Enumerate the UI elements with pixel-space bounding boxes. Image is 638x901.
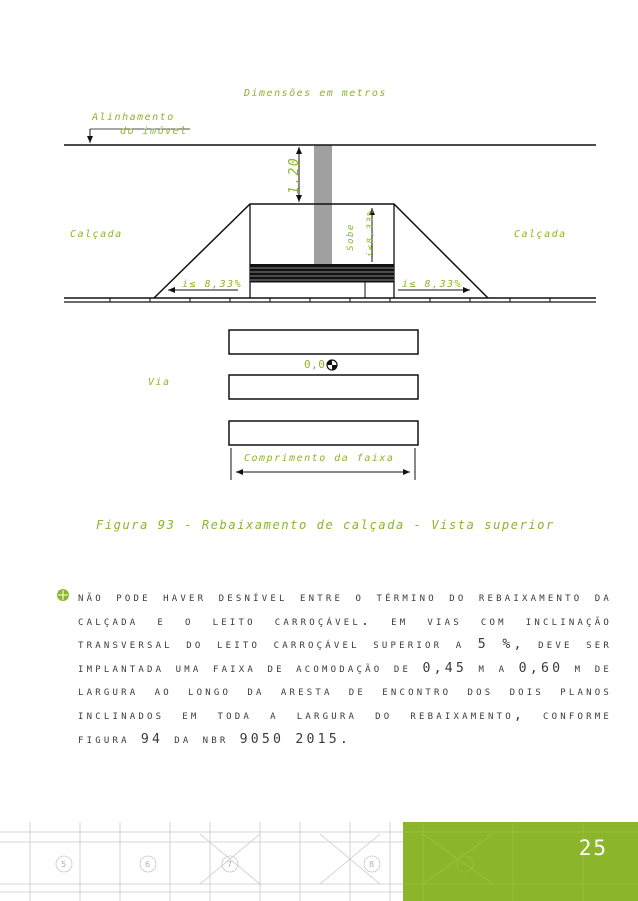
- body-paragraph: não pode haver desnível entre o término do rebaixamento da calçada e o leito carroçável. em vias com inclinação transversal do leito carroçável superior a 5 %, deve ser implantada uma faixa de acomodação de 0,45 m a 0,60 m de largura ao longo da aresta de encontro dos dois planos inclinados em toda a largura do rebaixamento, conforme figura 94 da nbr 9050 2015.: [78, 590, 612, 747]
- crosswalk-length-label: Comprimento da faixa: [244, 453, 395, 464]
- dimensions-note: Dimensões em metros: [244, 88, 387, 99]
- svg-text:5: 5: [61, 860, 67, 869]
- svg-text:6: 6: [145, 860, 151, 869]
- page-number: 25: [578, 836, 608, 860]
- bullet-icon: [56, 588, 70, 602]
- page-number-box-pattern: [403, 822, 638, 901]
- slope-left-label: i≤ 8,33%: [182, 279, 243, 290]
- crosswalk-stripe: [229, 330, 418, 354]
- page-number-box: [403, 822, 638, 901]
- body-paragraph-block: [56, 586, 612, 751]
- level-value: 0,0: [304, 358, 326, 371]
- crosswalk-stripe: [229, 421, 418, 445]
- svg-text:7: 7: [227, 860, 233, 869]
- alignment-label-2: do imóvel: [120, 126, 188, 137]
- crosswalk-stripe: [229, 375, 418, 399]
- figure-caption: Figura 93 - Rebaixamento de calçada - Vista superior: [96, 518, 555, 532]
- dimension-value: 1,20: [287, 156, 303, 195]
- road-label: Via: [148, 377, 171, 388]
- slope-right-label: i≤ 8,33%: [402, 279, 463, 290]
- slope-up-label: Sobe: [345, 223, 356, 251]
- sidewalk-label-left: Calçada: [70, 229, 123, 240]
- slope-center-label: i≤8,33%: [366, 208, 377, 258]
- level-marker-icon: [327, 360, 337, 370]
- central-pole: [315, 145, 331, 265]
- svg-text:8: 8: [369, 860, 375, 869]
- tactile-band: [250, 264, 394, 282]
- alignment-label: Alinhamento: [92, 112, 175, 123]
- sidewalk-label-right: Calçada: [514, 229, 567, 240]
